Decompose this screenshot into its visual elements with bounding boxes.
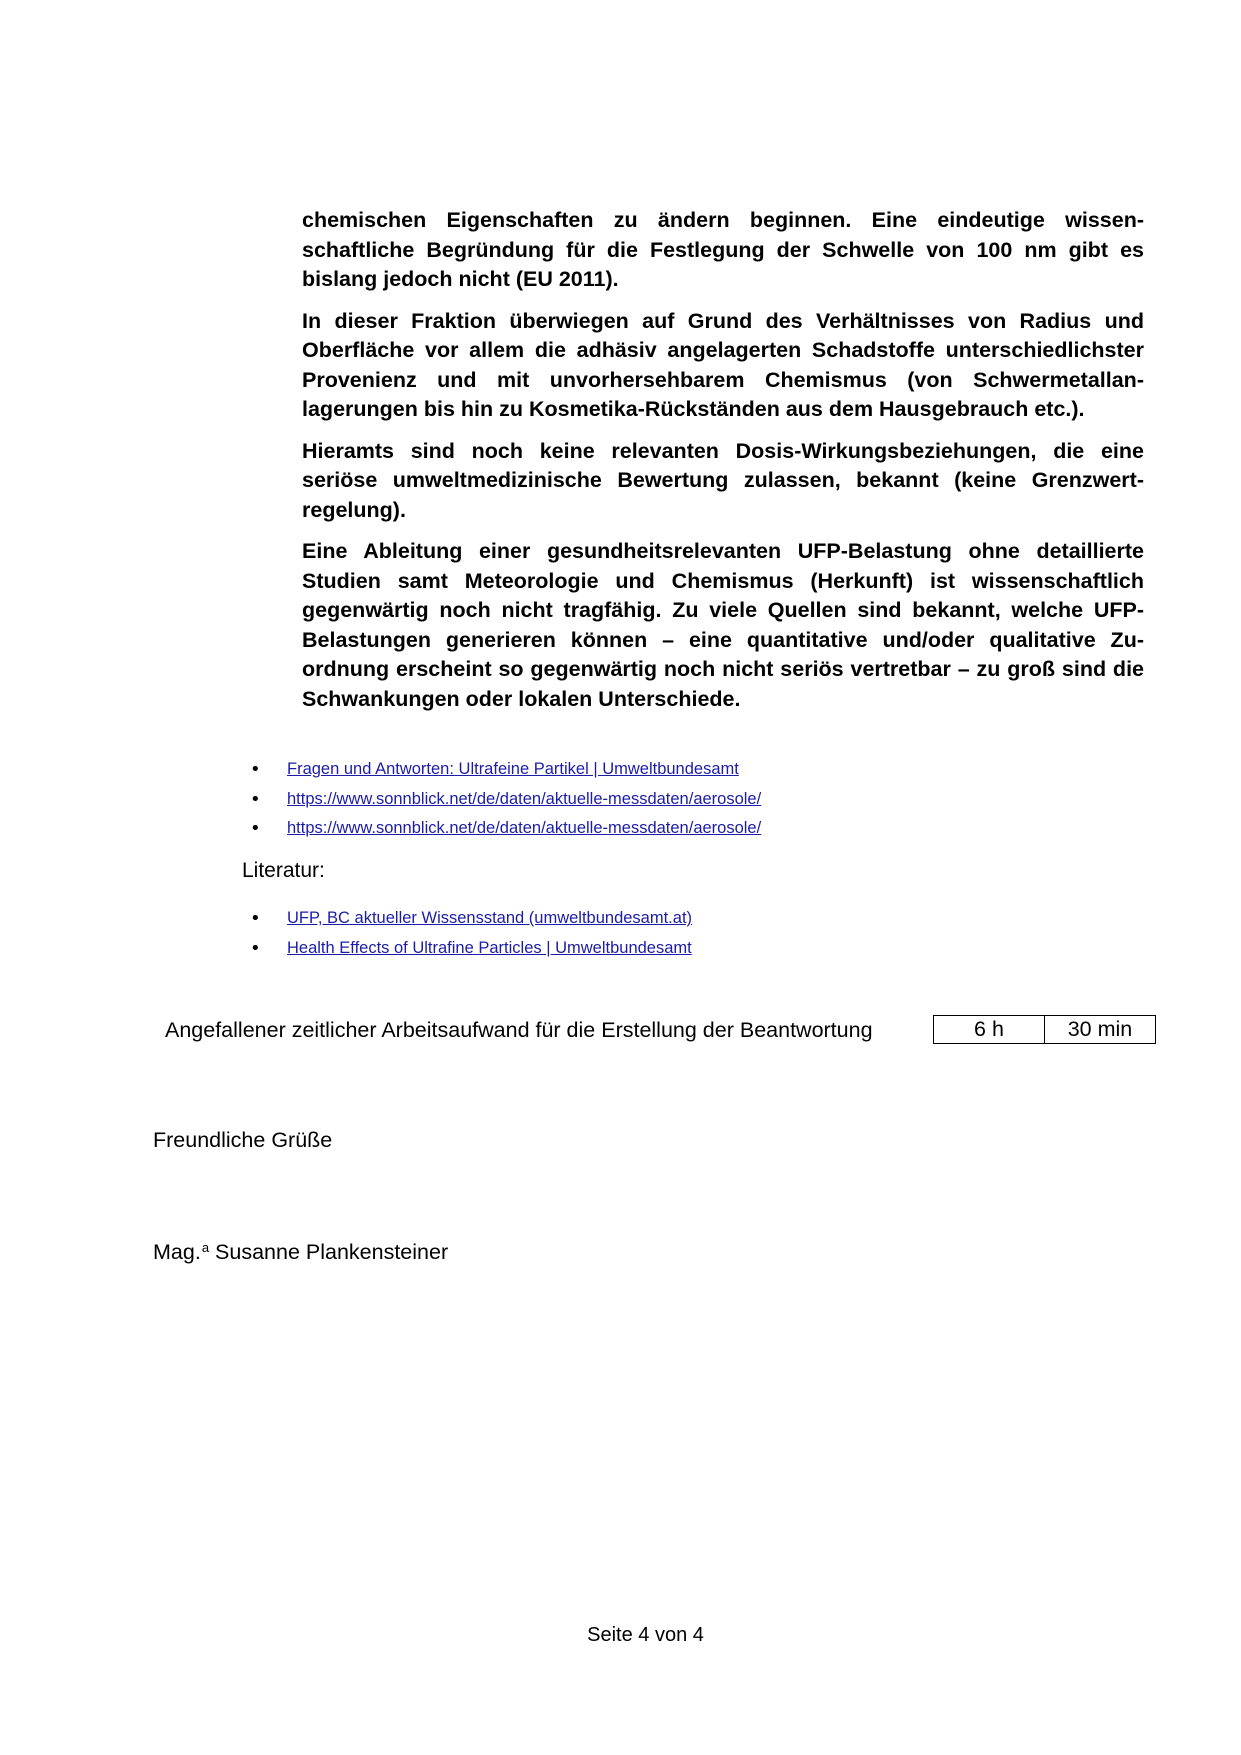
list-item <box>250 934 692 964</box>
paragraph-definition: chemischen Eigenschaften zu ändern beginnen. Eine eindeutige wissenschaftliche Begründung für die Festlegung der Schwelle von 100 nm gibt es bislang jedoch nicht (EU 2011). <box>302 208 1144 291</box>
bullet-icon: • <box>250 788 261 810</box>
literatur-heading: Literatur: <box>242 859 325 882</box>
bullet-icon: • <box>250 759 261 780</box>
effort-table <box>933 1015 1156 1044</box>
list-item <box>250 814 761 844</box>
paragraph-dose-response: Hieramts sind noch keine relevanten Dosis-Wirkungsbeziehungen, die eine seriöse umweltmedizinische Bewertung zulassen, bekannt (keine Grenzwertregelung). <box>302 438 1144 522</box>
paragraph-conclusion: Eine Ableitung einer gesundheitsrelevanten UFP-Belastung ohne detaillierte Studien samt Meteorologie und Chemismus (Herkunft) ist wissenschaftlich gegenwärtig noch nicht tragfähig. Zu viele Quellen sind bekannt, welche UFP-Belastungen generieren können – eine quantitative und/oder qualitative Zuordnung erscheint so gegenwärtig noch nicht seriös vertretbar – zu groß sind die Schwankungen oder lokalen Unterschiede. <box>302 539 1144 711</box>
name-superscript: a <box>201 1240 210 1255</box>
page-number: Seite 4 von 4 <box>587 1624 704 1646</box>
effort-minutes: 30 min <box>1045 1016 1156 1044</box>
link-health-effects-ufp[interactable]: Health Effects of Ultrafine Particles | Umweltbundesamt <box>287 938 692 957</box>
link-sonnblick-aerosole-2[interactable]: https://www.sonnblick.net/de/daten/aktuelle-messdaten/aerosole/ <box>287 819 762 837</box>
link-list <box>250 755 761 844</box>
signature-name <box>153 1240 448 1265</box>
page-footer <box>0 1624 1241 1647</box>
body-text <box>302 206 1144 726</box>
bullet-icon: • <box>250 908 261 929</box>
list-item <box>250 904 692 934</box>
bullet-icon: • <box>250 818 261 839</box>
closing-greeting: Freundliche Grüße <box>153 1128 333 1152</box>
literature-list <box>250 904 692 963</box>
effort-hours: 6 h <box>934 1016 1045 1044</box>
list-item <box>250 755 761 785</box>
paragraph-fraction: In dieser Fraktion überwiegen auf Grund des Verhältnisses von Radius und Oberfläche vor allem die adhäsiv angelagerten Schadstoffe unterschiedlichster Provenienz und mit unvorhersehbarem Chemismus (von Schwermetallanlagerungen bis hin zu Kosmetika-Rückständen aus dem Hausgebrauch etc.). <box>302 308 1144 421</box>
name-prefix: Mag. <box>153 1240 201 1264</box>
bullet-icon: • <box>250 937 261 959</box>
link-faq-ultrafine-particles[interactable]: Fragen und Antworten: Ultrafeine Partikel | Umweltbundesamt <box>287 760 739 778</box>
name-text: Susanne Plankensteiner <box>215 1240 449 1264</box>
effort-label: Angefallener zeitlicher Arbeitsaufwand für die Erstellung der Beantwortung <box>165 1018 873 1042</box>
link-sonnblick-aerosole-1[interactable]: https://www.sonnblick.net/de/daten/aktuelle-messdaten/aerosole/ <box>287 789 762 808</box>
link-ufp-bc-wissensstand[interactable]: UFP, BC aktueller Wissensstand (umweltbundesamt.at) <box>287 909 693 927</box>
list-item <box>250 785 761 815</box>
